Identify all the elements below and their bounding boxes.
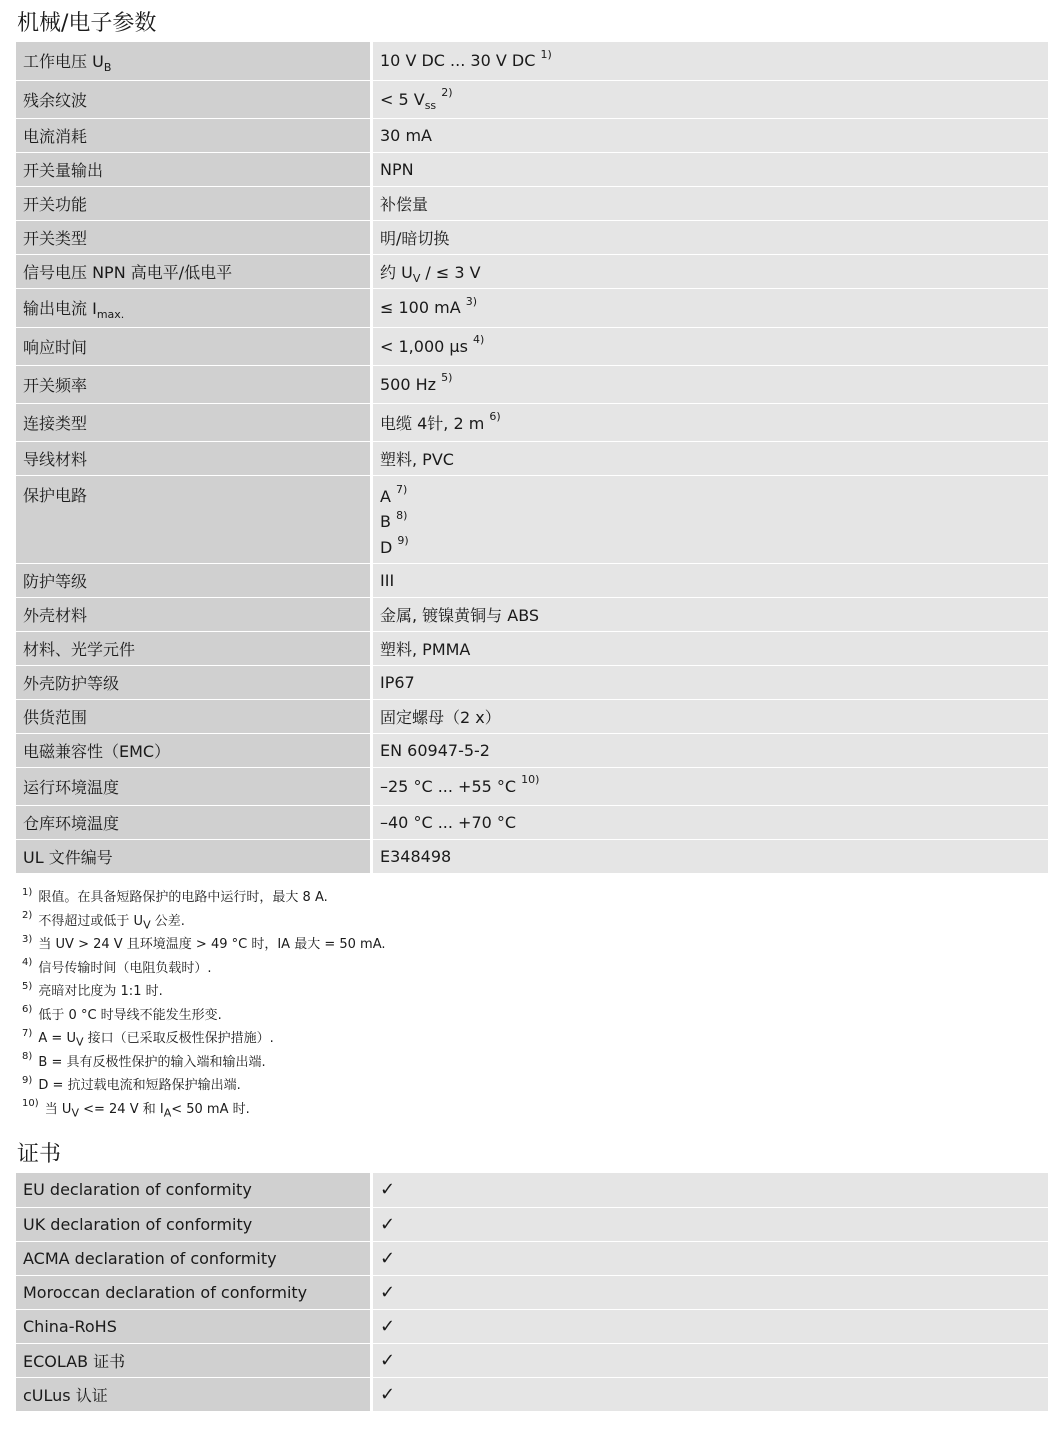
spec-row — [16, 805, 1048, 839]
cert-status — [372, 1275, 1049, 1309]
spec-row — [16, 665, 1048, 699]
footnote-text: A = U — [38, 1031, 76, 1046]
spec-value-text: 塑料, PMMA — [380, 639, 471, 659]
protection-line — [380, 484, 1041, 510]
spec-key-text: 残余纹波 — [23, 90, 88, 110]
footnote — [22, 957, 386, 981]
spec-row — [16, 288, 1048, 327]
spec-value-text: 明/暗切换 — [380, 228, 450, 248]
footnote-ref: 6) — [489, 410, 501, 424]
checkmark-icon: ✓ — [380, 1315, 396, 1337]
spec-key — [16, 220, 372, 254]
spec-value-text: 10 V DC ... 30 V DC — [380, 51, 536, 71]
spec-value — [372, 441, 1049, 475]
spec-value — [372, 631, 1049, 665]
spec-key-text: 输出电流 I — [23, 299, 97, 318]
footnote-text: 亮暗对比度为 1:1 时. — [38, 984, 163, 999]
footnote-text: 公差. — [150, 913, 185, 929]
spec-value — [372, 254, 1049, 288]
spec-key-text: 开关类型 — [23, 228, 88, 248]
spec-value-text: 补偿量 — [380, 194, 429, 214]
spec-value — [372, 327, 1049, 365]
footnote-text: B = 具有反极性保护的输入端和输出端. — [38, 1054, 266, 1070]
footnote-number: 3) — [22, 933, 33, 945]
certs-table — [16, 1173, 1048, 1412]
cert-row — [16, 1207, 1048, 1241]
spec-key-text: 仓库环境温度 — [23, 813, 120, 833]
spec-row — [16, 118, 1048, 152]
spec-value-text: –40 °C ... +70 °C — [380, 812, 517, 832]
spec-value — [372, 403, 1049, 441]
spec-value — [372, 220, 1049, 254]
spec-row — [16, 839, 1048, 873]
spec-value-text: 金属, 镀镍黄铜与 ABS — [380, 605, 540, 625]
spec-key — [16, 631, 372, 665]
spec-value — [372, 699, 1049, 733]
spec-row — [16, 152, 1048, 186]
spec-value — [372, 365, 1049, 403]
spec-value — [372, 42, 1049, 80]
spec-value-text: 固定螺母（2 x） — [380, 707, 501, 727]
spec-row — [16, 563, 1048, 597]
spec-key-text: 运行环境温度 — [23, 777, 120, 797]
spec-key — [16, 733, 372, 767]
footnote-sub: V — [75, 1035, 84, 1049]
spec-row — [16, 327, 1048, 365]
spec-key — [16, 186, 372, 220]
checkmark-icon: ✓ — [380, 1179, 396, 1201]
footnote-text: 当 UV > 24 V 且环境温度 > 49 °C 时，IA 最大 = 50 mA. — [38, 937, 386, 952]
spec-value-text: III — [380, 570, 395, 590]
spec-key — [16, 254, 372, 288]
cert-row — [16, 1241, 1048, 1275]
cert-name — [16, 1173, 372, 1207]
footnote-ref: 2) — [441, 86, 453, 100]
spec-key-text: 外壳防护等级 — [23, 673, 120, 693]
footnote-ref: 7) — [396, 483, 408, 497]
spec-key-text: UL 文件编号 — [23, 847, 113, 867]
cert-name — [16, 1343, 372, 1377]
checkmark-icon: ✓ — [380, 1247, 396, 1269]
spec-key-text: 防护等级 — [23, 571, 88, 591]
footnote — [22, 910, 386, 934]
cert-name-text: ECOLAB 证书 — [23, 1351, 126, 1371]
footnote — [22, 1098, 386, 1122]
spec-value — [372, 597, 1049, 631]
footnote-text: 当 U — [44, 1101, 72, 1117]
spec-key — [16, 42, 372, 80]
spec-value-text: 500 Hz — [380, 374, 437, 394]
footnote-ref: 4) — [473, 333, 485, 347]
spec-key — [16, 152, 372, 186]
cert-name — [16, 1241, 372, 1275]
spec-key — [16, 563, 372, 597]
footnote-sub: V — [71, 1106, 79, 1120]
footnote-number: 5) — [22, 980, 33, 992]
cert-name-text: Moroccan declaration of conformity — [23, 1282, 308, 1302]
spec-key — [16, 665, 372, 699]
cert-status — [372, 1207, 1049, 1241]
spec-key — [16, 327, 372, 365]
cert-name — [16, 1207, 372, 1241]
footnote — [22, 886, 386, 910]
spec-value — [372, 186, 1049, 220]
spec-value-text: < 5 V — [380, 89, 425, 109]
cert-row — [16, 1377, 1048, 1411]
spec-value-text: ≤ 100 mA — [380, 298, 461, 317]
footnote-ref: 3) — [465, 294, 478, 308]
spec-key — [16, 441, 372, 475]
spec-value-text: EN 60947-5-2 — [380, 740, 490, 760]
spec-row — [16, 733, 1048, 767]
spec-row — [16, 631, 1048, 665]
spec-value-sub: V — [412, 271, 421, 285]
spec-key — [16, 80, 372, 118]
spec-key — [16, 118, 372, 152]
spec-key — [16, 365, 372, 403]
footnote-ref: 8) — [396, 508, 408, 522]
footnote-text: 信号传输时间（电阻负载时）. — [38, 960, 212, 976]
checkmark-icon: ✓ — [380, 1383, 396, 1405]
cert-row — [16, 1173, 1048, 1207]
spec-row — [16, 597, 1048, 631]
spec-value-text: 30 mA — [380, 125, 432, 145]
spec-key — [16, 699, 372, 733]
spec-key — [16, 475, 372, 563]
spec-value — [372, 767, 1049, 805]
spec-value-tail: / ≤ 3 V — [420, 262, 481, 282]
spec-row — [16, 186, 1048, 220]
spec-key-text: 保护电路 — [23, 485, 88, 505]
spec-value-text: E348498 — [380, 846, 452, 866]
footnote-text: 不得超过或低于 U — [38, 913, 144, 929]
cert-status — [372, 1343, 1049, 1377]
footnote-ref: 1) — [540, 47, 552, 61]
checkmark-icon: ✓ — [380, 1213, 396, 1235]
footnote-number: 6) — [22, 1004, 33, 1016]
footnote-number: 9) — [22, 1074, 33, 1086]
footnote-number: 10) — [22, 1098, 39, 1110]
spec-key-text: 开关频率 — [23, 375, 88, 395]
spec-key-text: 信号电压 NPN 高电平/低电平 — [23, 262, 233, 282]
cert-name-text: cULus 认证 — [23, 1385, 108, 1405]
footnote — [22, 1004, 386, 1028]
cert-name-text: UK declaration of conformity — [23, 1214, 253, 1234]
spec-value-text: –25 °C ... +55 °C — [380, 776, 517, 796]
spec-row — [16, 441, 1048, 475]
cert-name — [16, 1275, 372, 1309]
protection-line — [380, 535, 1041, 561]
footnote — [22, 980, 386, 1004]
footnote-ref: 9) — [397, 534, 409, 548]
protection-line — [380, 509, 1041, 535]
spec-key-text: 工作电压 U — [23, 52, 104, 72]
cert-status — [372, 1309, 1049, 1343]
spec-row — [16, 42, 1048, 80]
spec-row — [16, 220, 1048, 254]
spec-value — [372, 152, 1049, 186]
cert-name-text: ACMA declaration of conformity — [23, 1248, 277, 1268]
spec-value — [372, 665, 1049, 699]
spec-key-text: 开关量输出 — [23, 160, 104, 180]
cert-status — [372, 1173, 1049, 1207]
spec-key-text: 开关功能 — [23, 194, 88, 214]
spec-key — [16, 805, 372, 839]
spec-row — [16, 254, 1048, 288]
spec-value-sub: ss — [424, 98, 437, 112]
spec-row — [16, 767, 1048, 805]
spec-value — [372, 288, 1049, 327]
cert-status — [372, 1377, 1049, 1411]
spec-key-text: 供货范围 — [23, 707, 88, 727]
footnote-number: 8) — [22, 1051, 33, 1063]
spec-key-text: 响应时间 — [23, 337, 88, 357]
spec-value-text: NPN — [380, 159, 414, 179]
spec-key-sub: max. — [96, 308, 125, 322]
spec-value-text: < 1,000 μs — [380, 336, 468, 356]
spec-key-text: 电流消耗 — [23, 126, 88, 146]
protection-code: B — [380, 512, 391, 531]
cert-status — [372, 1241, 1049, 1275]
protection-code: A — [380, 486, 391, 506]
footnote-number: 1) — [22, 886, 33, 898]
spec-row — [16, 80, 1048, 118]
spec-value-text: IP67 — [380, 672, 415, 692]
cert-row — [16, 1309, 1048, 1343]
footnote-text: 接口（已采取反极性保护措施）. — [83, 1031, 274, 1046]
footnote-number: 2) — [22, 910, 33, 922]
footnote-text: D = 抗过载电流和短路保护输出端. — [38, 1078, 241, 1093]
spec-value — [372, 475, 1049, 563]
footnote — [22, 1074, 386, 1098]
spec-key-text: 外壳材料 — [23, 605, 88, 625]
spec-value-text: 约 U — [380, 262, 413, 282]
spec-value — [372, 118, 1049, 152]
spec-key — [16, 403, 372, 441]
spec-value-text: 塑料, PVC — [380, 449, 454, 469]
spec-value-text: 电缆 4针, 2 m — [380, 413, 485, 433]
cert-name — [16, 1377, 372, 1411]
spec-row — [16, 403, 1048, 441]
footnote-text: < 50 mA 时. — [171, 1101, 250, 1117]
checkmark-icon: ✓ — [380, 1349, 396, 1371]
spec-value — [372, 733, 1049, 767]
spec-key — [16, 767, 372, 805]
footnotes — [22, 886, 386, 1121]
footnote-number: 4) — [22, 957, 33, 969]
cert-row — [16, 1343, 1048, 1377]
spec-key-text: 连接类型 — [23, 413, 88, 433]
spec-key — [16, 839, 372, 873]
footnote — [22, 933, 386, 957]
footnote-number: 7) — [22, 1027, 33, 1039]
certs-section-title: 证书 — [17, 1142, 62, 1167]
spec-key-text: 材料、光学元件 — [23, 639, 136, 659]
footnote-text: 低于 0 °C 时导线不能发生形变. — [38, 1007, 222, 1023]
spec-value — [372, 805, 1049, 839]
mech-spec-table — [16, 42, 1048, 874]
cert-name — [16, 1309, 372, 1343]
cert-name-text: EU declaration of conformity — [23, 1180, 252, 1200]
spec-value — [372, 839, 1049, 873]
footnote-sub: V — [143, 918, 151, 932]
spec-key-sub: B — [103, 61, 112, 75]
spec-value — [372, 563, 1049, 597]
footnote — [22, 1051, 386, 1075]
spec-row — [16, 699, 1048, 733]
spec-key — [16, 288, 372, 327]
checkmark-icon: ✓ — [380, 1281, 396, 1303]
mech-section-title: 机械/电子参数 — [17, 11, 157, 36]
cert-name-text: China-RoHS — [23, 1316, 117, 1336]
footnote-ref: 10) — [521, 773, 540, 787]
footnote-text: <= 24 V 和 I — [78, 1101, 164, 1117]
footnote-sub: A — [163, 1106, 172, 1120]
footnote-text: 限值。在具备短路保护的电路中运行时，最大 8 A. — [38, 890, 328, 905]
protection-code: D — [380, 537, 393, 557]
spec-value — [372, 80, 1049, 118]
spec-key — [16, 597, 372, 631]
footnote-ref: 5) — [441, 371, 453, 385]
spec-key-text: 导线材料 — [23, 449, 88, 469]
footnote — [22, 1027, 386, 1051]
cert-row — [16, 1275, 1048, 1309]
spec-key-text: 电磁兼容性（EMC） — [23, 741, 171, 761]
spec-row — [16, 365, 1048, 403]
spec-row — [16, 475, 1048, 563]
